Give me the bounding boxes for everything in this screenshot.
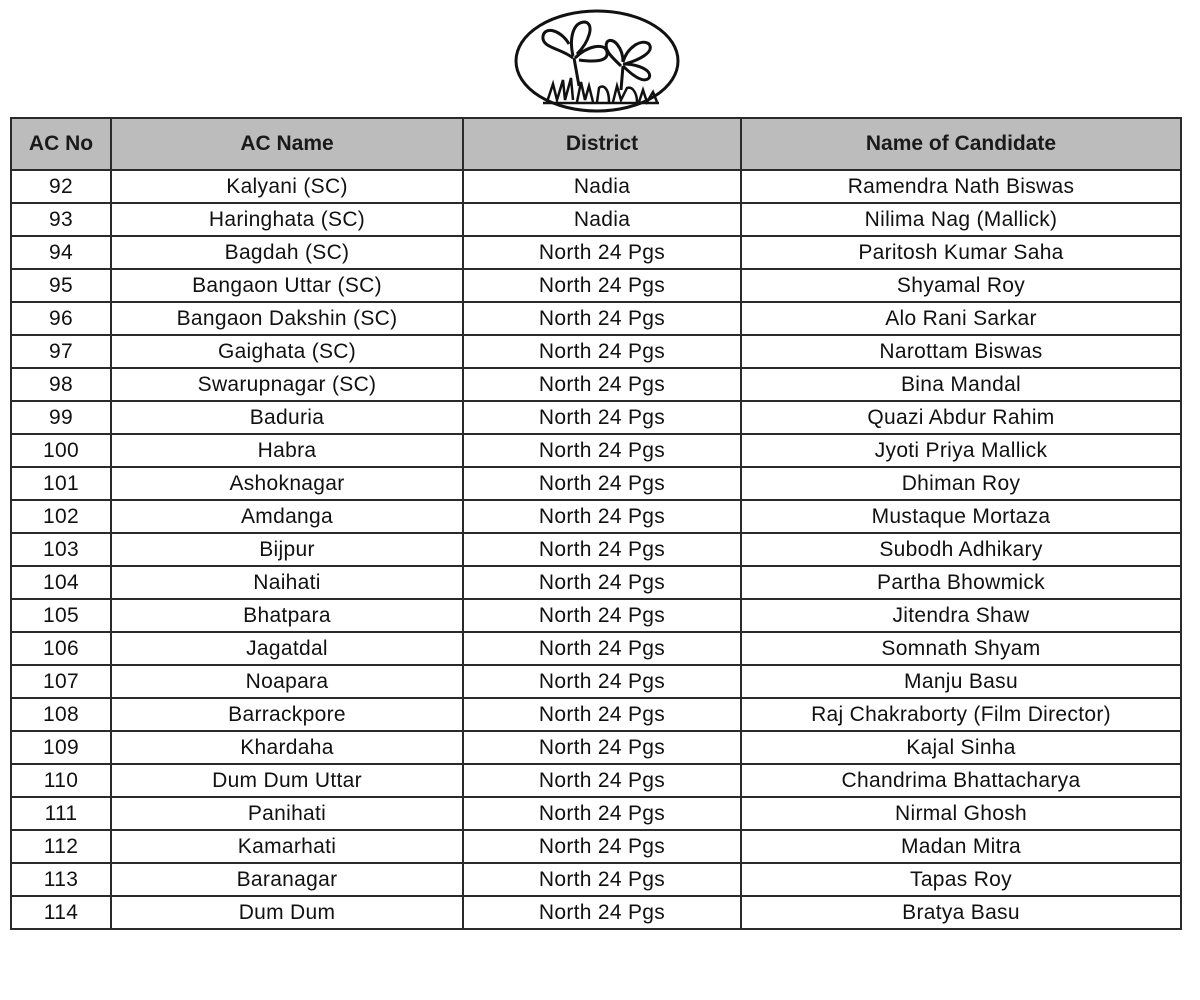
cell-candidate-name: Bratya Basu [741, 896, 1181, 929]
cell-district: North 24 Pgs [463, 434, 741, 467]
cell-district: Nadia [463, 170, 741, 203]
table-row [11, 665, 1181, 698]
cell-ac-no: 106 [11, 632, 111, 665]
table-row [11, 434, 1181, 467]
table-row [11, 896, 1181, 929]
table-row [11, 335, 1181, 368]
cell-ac-name: Bangaon Uttar (SC) [111, 269, 463, 302]
table-row [11, 533, 1181, 566]
table-row [11, 863, 1181, 896]
table-row [11, 731, 1181, 764]
cell-district: North 24 Pgs [463, 566, 741, 599]
cell-district: Nadia [463, 203, 741, 236]
header-district: District [463, 118, 741, 170]
cell-candidate-name: Narottam Biswas [741, 335, 1181, 368]
cell-ac-no: 102 [11, 500, 111, 533]
cell-district: North 24 Pgs [463, 632, 741, 665]
cell-ac-no: 109 [11, 731, 111, 764]
cell-ac-name: Amdanga [111, 500, 463, 533]
cell-candidate-name: Subodh Adhikary [741, 533, 1181, 566]
cell-ac-no: 97 [11, 335, 111, 368]
cell-ac-no: 105 [11, 599, 111, 632]
twin-flowers-grass-party-symbol-icon [513, 8, 681, 114]
candidate-table [10, 117, 1182, 930]
cell-ac-name: Jagatdal [111, 632, 463, 665]
cell-district: North 24 Pgs [463, 302, 741, 335]
cell-ac-no: 114 [11, 896, 111, 929]
table-row [11, 566, 1181, 599]
cell-ac-no: 110 [11, 764, 111, 797]
cell-ac-name: Noapara [111, 665, 463, 698]
cell-district: North 24 Pgs [463, 665, 741, 698]
cell-ac-no: 108 [11, 698, 111, 731]
cell-candidate-name: Partha Bhowmick [741, 566, 1181, 599]
table-row [11, 302, 1181, 335]
table-row [11, 170, 1181, 203]
cell-ac-name: Haringhata (SC) [111, 203, 463, 236]
cell-ac-no: 104 [11, 566, 111, 599]
cell-district: North 24 Pgs [463, 764, 741, 797]
cell-ac-no: 100 [11, 434, 111, 467]
cell-district: North 24 Pgs [463, 533, 741, 566]
cell-ac-no: 113 [11, 863, 111, 896]
cell-ac-name: Bagdah (SC) [111, 236, 463, 269]
cell-candidate-name: Bina Mandal [741, 368, 1181, 401]
cell-candidate-name: Manju Basu [741, 665, 1181, 698]
cell-candidate-name: Mustaque Mortaza [741, 500, 1181, 533]
cell-candidate-name: Jyoti Priya Mallick [741, 434, 1181, 467]
cell-ac-name: Dum Dum [111, 896, 463, 929]
cell-candidate-name: Raj Chakraborty (Film Director) [741, 698, 1181, 731]
cell-ac-name: Ashoknagar [111, 467, 463, 500]
table-row [11, 599, 1181, 632]
cell-candidate-name: Nilima Nag (Mallick) [741, 203, 1181, 236]
cell-ac-name: Dum Dum Uttar [111, 764, 463, 797]
table-row [11, 500, 1181, 533]
cell-ac-name: Kamarhati [111, 830, 463, 863]
cell-candidate-name: Nirmal Ghosh [741, 797, 1181, 830]
cell-ac-no: 94 [11, 236, 111, 269]
cell-ac-no: 92 [11, 170, 111, 203]
cell-ac-name: Barrackpore [111, 698, 463, 731]
cell-ac-no: 95 [11, 269, 111, 302]
cell-ac-name: Khardaha [111, 731, 463, 764]
cell-candidate-name: Somnath Shyam [741, 632, 1181, 665]
cell-district: North 24 Pgs [463, 731, 741, 764]
cell-district: North 24 Pgs [463, 335, 741, 368]
cell-ac-name: Naihati [111, 566, 463, 599]
cell-ac-name: Baduria [111, 401, 463, 434]
cell-candidate-name: Ramendra Nath Biswas [741, 170, 1181, 203]
cell-candidate-name: Kajal Sinha [741, 731, 1181, 764]
cell-district: North 24 Pgs [463, 896, 741, 929]
table-row [11, 797, 1181, 830]
cell-candidate-name: Paritosh Kumar Saha [741, 236, 1181, 269]
cell-candidate-name: Tapas Roy [741, 863, 1181, 896]
cell-district: North 24 Pgs [463, 269, 741, 302]
cell-district: North 24 Pgs [463, 863, 741, 896]
cell-candidate-name: Quazi Abdur Rahim [741, 401, 1181, 434]
cell-ac-name: Bijpur [111, 533, 463, 566]
cell-ac-name: Bangaon Dakshin (SC) [111, 302, 463, 335]
cell-candidate-name: Jitendra Shaw [741, 599, 1181, 632]
table-header-row [11, 118, 1181, 170]
cell-candidate-name: Dhiman Roy [741, 467, 1181, 500]
table-row [11, 236, 1181, 269]
cell-candidate-name: Shyamal Roy [741, 269, 1181, 302]
cell-ac-no: 98 [11, 368, 111, 401]
cell-ac-no: 93 [11, 203, 111, 236]
cell-district: North 24 Pgs [463, 797, 741, 830]
cell-district: North 24 Pgs [463, 467, 741, 500]
cell-ac-name: Bhatpara [111, 599, 463, 632]
cell-district: North 24 Pgs [463, 368, 741, 401]
cell-ac-name: Swarupnagar (SC) [111, 368, 463, 401]
header-candidate-name: Name of Candidate [741, 118, 1181, 170]
cell-candidate-name: Alo Rani Sarkar [741, 302, 1181, 335]
cell-ac-no: 99 [11, 401, 111, 434]
table-row [11, 203, 1181, 236]
cell-district: North 24 Pgs [463, 401, 741, 434]
cell-ac-name: Kalyani (SC) [111, 170, 463, 203]
cell-district: North 24 Pgs [463, 698, 741, 731]
cell-ac-name: Baranagar [111, 863, 463, 896]
table-row [11, 764, 1181, 797]
party-logo [513, 8, 681, 114]
cell-ac-no: 107 [11, 665, 111, 698]
table-row [11, 269, 1181, 302]
cell-ac-no: 103 [11, 533, 111, 566]
cell-candidate-name: Chandrima Bhattacharya [741, 764, 1181, 797]
table-row [11, 368, 1181, 401]
cell-ac-no: 111 [11, 797, 111, 830]
table-row [11, 401, 1181, 434]
cell-district: North 24 Pgs [463, 830, 741, 863]
header-ac-name: AC Name [111, 118, 463, 170]
cell-ac-name: Panihati [111, 797, 463, 830]
cell-ac-no: 112 [11, 830, 111, 863]
table-row [11, 698, 1181, 731]
cell-ac-name: Habra [111, 434, 463, 467]
cell-district: North 24 Pgs [463, 236, 741, 269]
cell-ac-name: Gaighata (SC) [111, 335, 463, 368]
table-row [11, 830, 1181, 863]
cell-candidate-name: Madan Mitra [741, 830, 1181, 863]
table-body [11, 170, 1181, 929]
table-row [11, 467, 1181, 500]
cell-ac-no: 96 [11, 302, 111, 335]
header-ac-no: AC No [11, 118, 111, 170]
cell-district: North 24 Pgs [463, 500, 741, 533]
table-row [11, 632, 1181, 665]
cell-ac-no: 101 [11, 467, 111, 500]
cell-district: North 24 Pgs [463, 599, 741, 632]
